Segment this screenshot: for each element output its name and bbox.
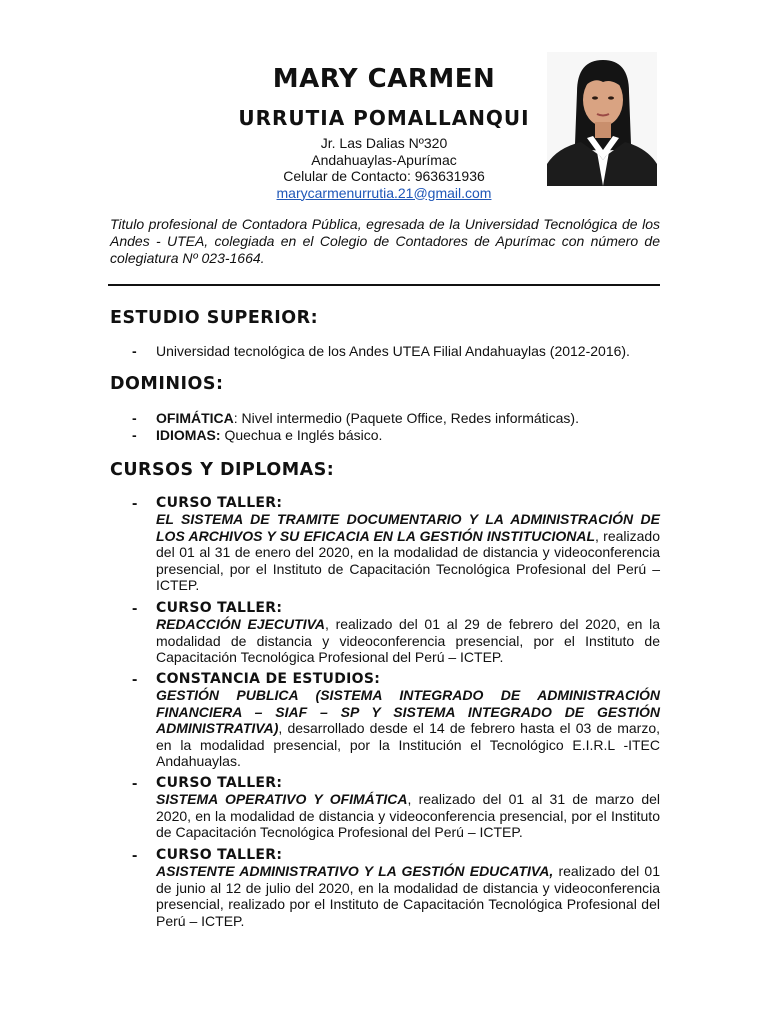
course-description	[156, 687, 660, 770]
profile-summary: Titulo profesional de Contadora Pública, egresada de la Universidad Tecnológica de los Andes - UTEA, colegiada en el Colegio de Contadores de Apurímac con número de colegiatura Nº 023-1664.	[110, 216, 660, 266]
phone: Celular de Contacto: 963631936	[283, 168, 485, 184]
list-item	[110, 410, 660, 427]
course-type: CONSTANCIA DE ESTUDIOS:	[156, 671, 381, 687]
course-title: EL SISTEMA DE TRAMITE DOCUMENTARIO Y LA ADMINISTRACIÓN DE LOS ARCHIVOS Y SU EFICACIA EN LA GESTIÓN INSTITUCIONAL	[156, 511, 660, 544]
bullet-dash: -	[132, 600, 138, 617]
contact-block	[224, 135, 544, 201]
first-name: MARY CARMEN	[272, 64, 496, 94]
course-text: , realizado del 01 al 31 de enero del 2020, en la modalidad de distancia y videoconferencia presencial, por el Instituto de Capacitación Tecnológica Profesional del Perú – ICTEP.	[156, 527, 660, 594]
course-title: SISTEMA OPERATIVO Y OFIMÁTICA	[156, 791, 408, 807]
section-title-cursos: CURSOS Y DIPLOMAS:	[110, 460, 335, 480]
bullet-dash: -	[132, 671, 138, 688]
bullet-dash: -	[132, 410, 137, 426]
section-title-dominios: DOMINIOS:	[110, 374, 224, 394]
course-text: realizado del 01 de junio al 12 de julio del 2020, en la modalidad de distancia y videoconferencia presencial, realizado por el Instituto de Capacitación Tecnológica Profesional del Perú – ICTEP.	[156, 863, 660, 929]
course-title: GESTIÓN PUBLICA (SISTEMA INTEGRADO DE ADMINISTRACIÓN FINANCIERA – SIAF – SP Y SISTEMA INTEGRADO DE GESTIÓN ADMINISTRATIVA)	[156, 687, 660, 737]
course-title: ASISTENTE ADMINISTRATIVO Y LA GESTIÓN EDUCATIVA,	[156, 863, 554, 879]
dominio-text: Quechua e Inglés básico.	[220, 427, 383, 443]
bullet-dash: -	[132, 495, 138, 512]
bullet-dash: -	[132, 847, 138, 864]
course-entry	[110, 495, 660, 594]
estudio-item: Universidad tecnológica de los Andes UTEA Filial Andahuaylas (2012-2016).	[156, 343, 630, 359]
course-type: CURSO TALLER:	[156, 495, 283, 511]
course-entry	[110, 671, 660, 770]
course-description	[156, 863, 660, 929]
course-description	[156, 791, 660, 841]
course-description	[156, 511, 660, 594]
list-item	[110, 427, 660, 444]
course-type: CURSO TALLER:	[156, 847, 283, 863]
city: Andahuaylas-Apurímac	[311, 151, 457, 168]
course-text: , realizado del 01 al 31 de marzo del 2020, en la modalidad de distancia y videoconferencia presencial, por el Instituto de Capacitación Tecnológica Profesional del Perú – ICTEP.	[156, 791, 661, 841]
address: Jr. Las Dalias Nº320	[320, 135, 448, 151]
bullet-dash: -	[132, 775, 138, 792]
dominio-label: OFIMÁTICA	[156, 410, 234, 426]
bullet-dash: -	[132, 427, 137, 443]
profile-photo	[547, 52, 657, 186]
course-type: CURSO TALLER:	[156, 600, 283, 616]
dominio-label: IDIOMAS:	[156, 427, 221, 443]
course-text: , desarrollado desde el 14 de febrero hasta el 03 de marzo, en la modalidad presencial, por la Institución el Tecnológico E.I.R.L -ITEC Andahuaylas.	[156, 720, 660, 770]
course-text: , realizado del 01 al 29 de febrero del 2020, en la modalidad de distancia y videoconferencia presencial, por el Instituto de Capacitación Tecnológica Profesional del Perú – ICTEP.	[156, 616, 660, 666]
course-description	[156, 616, 660, 666]
section-title-estudio: ESTUDIO SUPERIOR:	[110, 308, 319, 328]
profile-photo-icon	[547, 52, 657, 186]
course-entry	[110, 847, 660, 929]
last-name: URRUTIA POMALLANQUI	[238, 106, 530, 130]
course-entry	[110, 600, 660, 666]
list-item	[110, 343, 660, 360]
bullet-dash: -	[132, 343, 137, 359]
course-type: CURSO TALLER:	[156, 775, 283, 791]
dominio-text: : Nivel intermedio (Paquete Office, Redes informáticas).	[233, 410, 579, 426]
header-divider	[108, 284, 660, 286]
estudio-list	[110, 343, 660, 360]
email-link[interactable]: marycarmenurrutia.21@gmail.com	[276, 184, 492, 201]
dominios-list	[110, 410, 660, 444]
course-entry	[110, 775, 660, 841]
course-title: REDACCIÓN EJECUTIVA	[156, 616, 325, 632]
